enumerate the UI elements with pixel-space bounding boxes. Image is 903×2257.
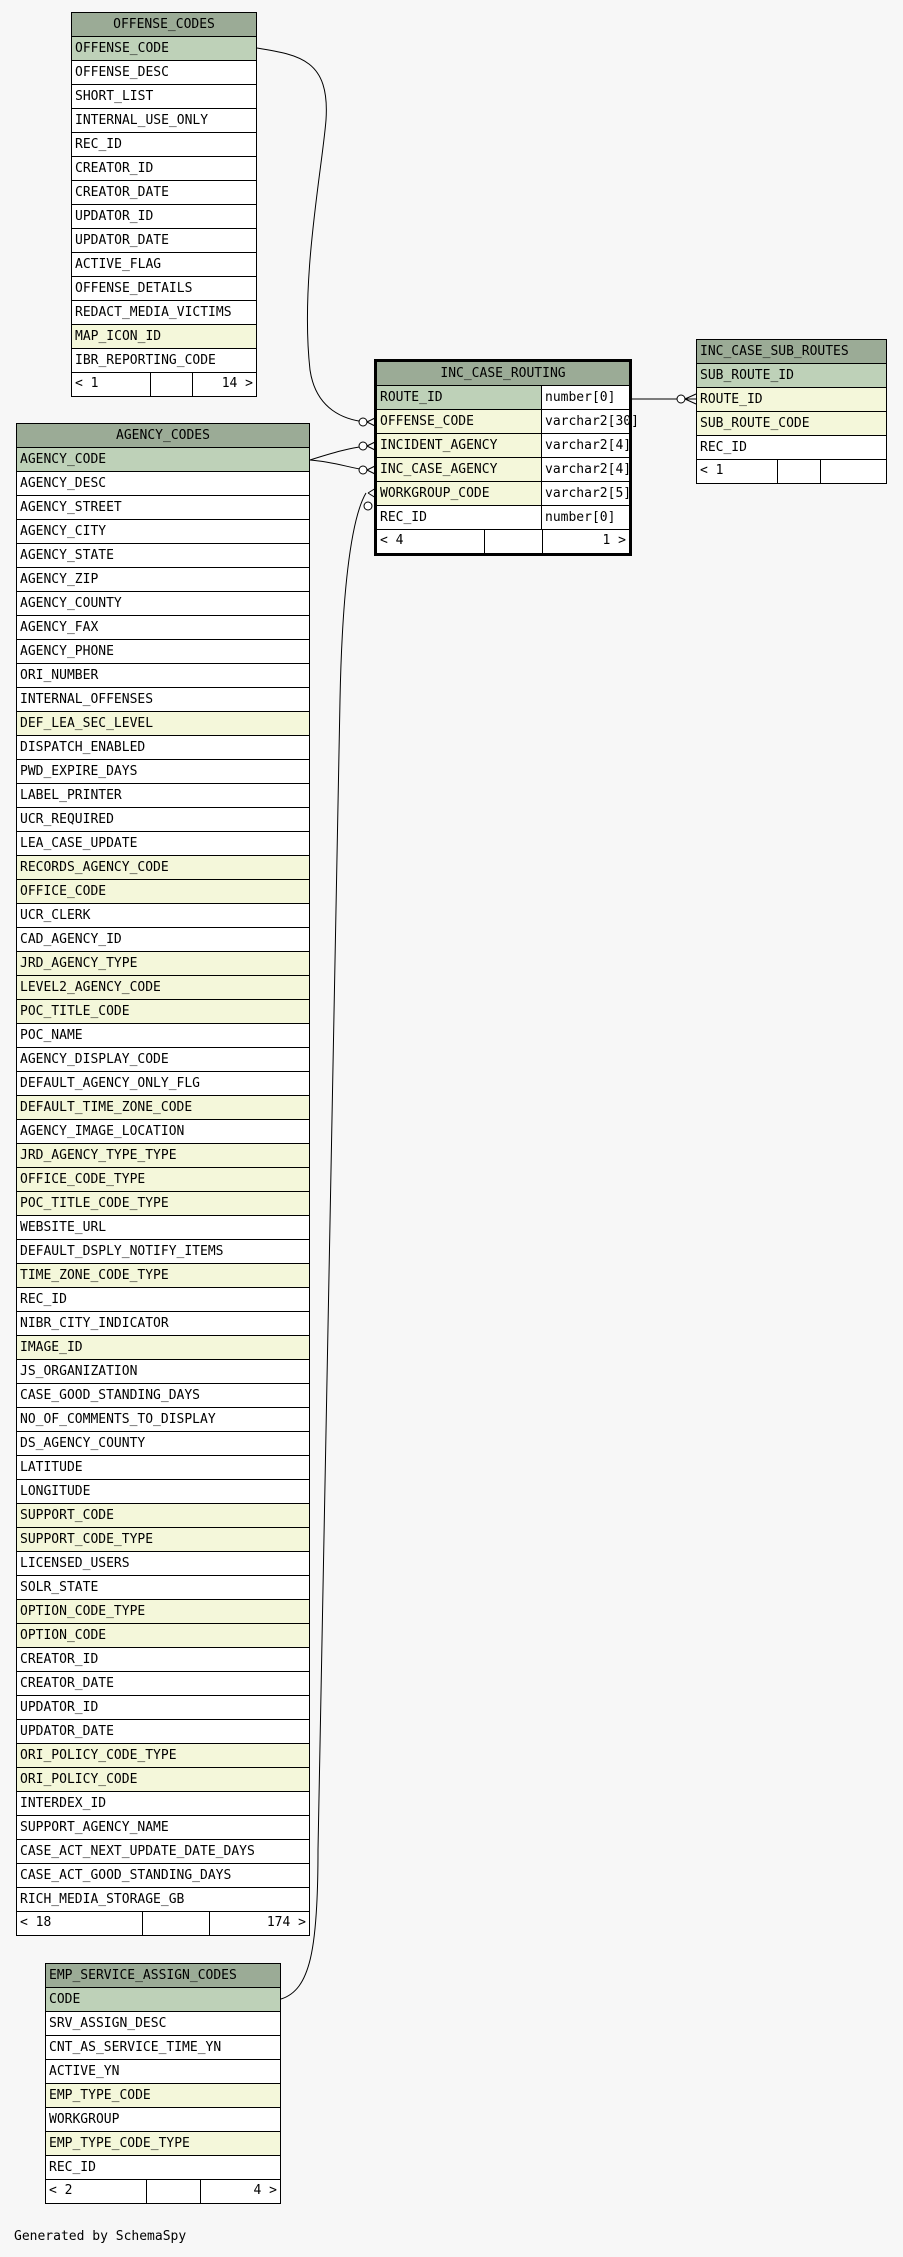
column-row-emp-type-code[interactable] bbox=[46, 2084, 280, 2108]
column-row-workgroup-code[interactable] bbox=[377, 482, 632, 506]
column-row-cnt-as-service-time-yn[interactable] bbox=[46, 2036, 280, 2060]
column-count[interactable] bbox=[143, 1912, 210, 1935]
column-name: DEFAULT_TIME_ZONE_CODE bbox=[20, 1100, 193, 1115]
column-row-agency-street[interactable] bbox=[17, 496, 309, 520]
column-row-image-id[interactable] bbox=[17, 1336, 309, 1360]
column-name: ACTIVE_YN bbox=[49, 2064, 120, 2079]
column-row-support-agency-name[interactable] bbox=[17, 1816, 309, 1840]
column-name: EMP_TYPE_CODE_TYPE bbox=[49, 2136, 190, 2151]
column-row-rec-id[interactable] bbox=[72, 133, 256, 157]
column-name: SOLR_STATE bbox=[20, 1580, 99, 1595]
table-title[interactable]: INC_CASE_SUB_ROUTES bbox=[697, 340, 886, 364]
column-name: POC_TITLE_CODE_TYPE bbox=[20, 1196, 169, 1211]
column-name: POC_NAME bbox=[20, 1028, 83, 1043]
column-row-agency-city[interactable] bbox=[17, 520, 309, 544]
column-count[interactable] bbox=[778, 460, 821, 483]
column-row-support-code-type[interactable] bbox=[17, 1528, 309, 1552]
parents-count[interactable]: < 1 bbox=[72, 373, 151, 396]
column-name: REC_ID bbox=[49, 2160, 96, 2175]
column-row-agency-county[interactable] bbox=[17, 592, 309, 616]
column-type: varchar2[30] bbox=[541, 410, 629, 433]
column-name: WEBSITE_URL bbox=[20, 1220, 107, 1235]
column-row-code[interactable] bbox=[46, 1988, 280, 2012]
table-title[interactable]: EMP_SERVICE_ASSIGN_CODES bbox=[46, 1964, 280, 1988]
column-name: INC_CASE_AGENCY bbox=[380, 462, 498, 477]
crow-foot-circle bbox=[359, 466, 367, 474]
column-name: ORI_POLICY_CODE_TYPE bbox=[20, 1748, 177, 1763]
column-row-records-agency-code[interactable] bbox=[17, 856, 309, 880]
column-name: SUPPORT_CODE_TYPE bbox=[20, 1532, 154, 1547]
column-name: SUB_ROUTE_CODE bbox=[700, 416, 810, 431]
column-name: AGENCY_STATE bbox=[20, 548, 114, 563]
column-type: number[0] bbox=[541, 386, 629, 409]
column-name: REC_ID bbox=[20, 1292, 67, 1307]
column-row-map-icon-id[interactable] bbox=[72, 325, 256, 349]
column-name: JS_ORGANIZATION bbox=[20, 1364, 138, 1379]
column-row-active-yn[interactable] bbox=[46, 2060, 280, 2084]
column-name: NIBR_CITY_INDICATOR bbox=[20, 1316, 169, 1331]
column-row-agency-desc[interactable] bbox=[17, 472, 309, 496]
column-name: REC_ID bbox=[700, 440, 747, 455]
column-name: REC_ID bbox=[380, 510, 427, 525]
column-name: PWD_EXPIRE_DAYS bbox=[20, 764, 138, 779]
column-row-case-good-standing-days[interactable] bbox=[17, 1384, 309, 1408]
column-name: INTERDEX_ID bbox=[20, 1796, 107, 1811]
column-row-redact-media-victims[interactable] bbox=[72, 301, 256, 325]
column-name: RICH_MEDIA_STORAGE_GB bbox=[20, 1892, 185, 1907]
column-name: INCIDENT_AGENCY bbox=[380, 438, 498, 453]
crow-foot-circle bbox=[359, 418, 367, 426]
column-name: UPDATOR_DATE bbox=[75, 233, 169, 248]
column-name: CASE_GOOD_STANDING_DAYS bbox=[20, 1388, 201, 1403]
column-row-active-flag[interactable] bbox=[72, 253, 256, 277]
table-offense-codes[interactable] bbox=[71, 12, 257, 397]
column-name: SUB_ROUTE_ID bbox=[700, 368, 794, 383]
column-name: AGENCY_STREET bbox=[20, 500, 122, 515]
column-name: OFFENSE_CODE bbox=[75, 41, 169, 56]
column-row-ucr-required[interactable] bbox=[17, 808, 309, 832]
column-name: INTERNAL_OFFENSES bbox=[20, 692, 154, 707]
column-name: AGENCY_DISPLAY_CODE bbox=[20, 1052, 169, 1067]
column-count[interactable] bbox=[151, 373, 193, 396]
column-name: ACTIVE_FLAG bbox=[75, 257, 162, 272]
column-name: DEF_LEA_SEC_LEVEL bbox=[20, 716, 154, 731]
table-title[interactable]: OFFENSE_CODES bbox=[72, 13, 256, 37]
column-count[interactable] bbox=[485, 530, 543, 553]
column-row-internal-offenses[interactable] bbox=[17, 688, 309, 712]
table-footer bbox=[46, 2180, 280, 2203]
table-footer bbox=[72, 373, 256, 396]
column-row-option-code[interactable] bbox=[17, 1624, 309, 1648]
column-row-office-code-type[interactable] bbox=[17, 1168, 309, 1192]
column-row-internal-use-only[interactable] bbox=[72, 109, 256, 133]
column-row-agency-code[interactable] bbox=[17, 448, 309, 472]
column-name: DEFAULT_AGENCY_ONLY_FLG bbox=[20, 1076, 201, 1091]
column-name: AGENCY_ZIP bbox=[20, 572, 99, 587]
column-row-ibr-reporting-code[interactable] bbox=[72, 349, 256, 373]
column-row-rec-id[interactable] bbox=[46, 2156, 280, 2180]
column-row-offense-desc[interactable] bbox=[72, 61, 256, 85]
column-name: CREATOR_DATE bbox=[20, 1676, 114, 1691]
column-name: SUPPORT_CODE bbox=[20, 1508, 114, 1523]
column-name: ROUTE_ID bbox=[380, 390, 443, 405]
column-name: CREATOR_ID bbox=[75, 161, 154, 176]
column-row-agency-image-location[interactable] bbox=[17, 1120, 309, 1144]
column-row-updator-date[interactable] bbox=[72, 229, 256, 253]
column-row-pwd-expire-days[interactable] bbox=[17, 760, 309, 784]
column-name: CASE_ACT_NEXT_UPDATE_DATE_DAYS bbox=[20, 1844, 255, 1859]
column-row-licensed-users[interactable] bbox=[17, 1552, 309, 1576]
column-row-default-time-zone-code[interactable] bbox=[17, 1096, 309, 1120]
column-name: LABEL_PRINTER bbox=[20, 788, 122, 803]
column-row-creator-id[interactable] bbox=[17, 1648, 309, 1672]
column-row-updator-date[interactable] bbox=[17, 1720, 309, 1744]
column-name: TIME_ZONE_CODE_TYPE bbox=[20, 1268, 169, 1283]
column-row-ori-policy-code-type[interactable] bbox=[17, 1744, 309, 1768]
column-name: REC_ID bbox=[75, 137, 122, 152]
column-type: number[0] bbox=[541, 506, 629, 529]
column-row-longitude[interactable] bbox=[17, 1480, 309, 1504]
table-footer bbox=[377, 530, 629, 553]
column-row-lea-case-update[interactable] bbox=[17, 832, 309, 856]
column-name: IMAGE_ID bbox=[20, 1340, 83, 1355]
column-name: UCR_REQUIRED bbox=[20, 812, 114, 827]
parents-count[interactable]: < 1 bbox=[697, 460, 778, 483]
table-title[interactable]: INC_CASE_ROUTING bbox=[377, 362, 629, 386]
column-name: AGENCY_PHONE bbox=[20, 644, 114, 659]
column-row-poc-name[interactable] bbox=[17, 1024, 309, 1048]
column-name: OFFENSE_DESC bbox=[75, 65, 169, 80]
column-row-no-of-comments-to-display[interactable] bbox=[17, 1408, 309, 1432]
column-name: ORI_NUMBER bbox=[20, 668, 99, 683]
column-row-cad-agency-id[interactable] bbox=[17, 928, 309, 952]
column-row-offense-code[interactable] bbox=[72, 37, 256, 61]
column-name: DS_AGENCY_COUNTY bbox=[20, 1436, 146, 1451]
column-name: AGENCY_DESC bbox=[20, 476, 107, 491]
column-name: NO_OF_COMMENTS_TO_DISPLAY bbox=[20, 1412, 216, 1427]
column-name: SRV_ASSIGN_DESC bbox=[49, 2016, 167, 2031]
column-name: UPDATOR_ID bbox=[20, 1700, 99, 1715]
column-row-srv-assign-desc[interactable] bbox=[46, 2012, 280, 2036]
column-row-inc-case-agency[interactable] bbox=[377, 458, 632, 482]
column-row-ori-policy-code[interactable] bbox=[17, 1768, 309, 1792]
column-row-default-dsply-notify-items[interactable] bbox=[17, 1240, 309, 1264]
children-count[interactable]: 4 > bbox=[253, 2183, 277, 2198]
column-row-office-code[interactable] bbox=[17, 880, 309, 904]
column-name: UPDATOR_ID bbox=[75, 209, 154, 224]
column-name: LEA_CASE_UPDATE bbox=[20, 836, 138, 851]
column-name: UCR_CLERK bbox=[20, 908, 91, 923]
column-name: CODE bbox=[49, 1992, 81, 2007]
column-row-rec-id[interactable] bbox=[377, 506, 629, 530]
column-row-creator-date[interactable] bbox=[17, 1672, 309, 1696]
column-row-updator-id[interactable] bbox=[72, 205, 256, 229]
column-row-poc-title-code[interactable] bbox=[17, 1000, 309, 1024]
table-agency-codes[interactable] bbox=[16, 423, 310, 1936]
column-row-default-agency-only-flg[interactable] bbox=[17, 1072, 309, 1096]
column-name: JRD_AGENCY_TYPE_TYPE bbox=[20, 1148, 177, 1163]
column-name: AGENCY_COUNTY bbox=[20, 596, 122, 611]
column-name: AGENCY_CITY bbox=[20, 524, 107, 539]
column-row-jrd-agency-type[interactable] bbox=[17, 952, 309, 976]
column-row-agency-display-code[interactable] bbox=[17, 1048, 309, 1072]
column-name: DEFAULT_DSPLY_NOTIFY_ITEMS bbox=[20, 1244, 224, 1259]
column-row-dispatch-enabled[interactable] bbox=[17, 736, 309, 760]
column-name: IBR_REPORTING_CODE bbox=[75, 353, 216, 368]
column-row-creator-id[interactable] bbox=[72, 157, 256, 181]
column-row-jrd-agency-type-type[interactable] bbox=[17, 1144, 309, 1168]
column-name: AGENCY_IMAGE_LOCATION bbox=[20, 1124, 185, 1139]
column-row-option-code-type[interactable] bbox=[17, 1600, 309, 1624]
column-name: CASE_ACT_GOOD_STANDING_DAYS bbox=[20, 1868, 232, 1883]
column-name: OFFENSE_CODE bbox=[380, 414, 474, 429]
column-row-emp-type-code-type[interactable] bbox=[46, 2132, 280, 2156]
children-count[interactable]: 14 > bbox=[221, 376, 253, 391]
column-name: LICENSED_USERS bbox=[20, 1556, 130, 1571]
column-name: JRD_AGENCY_TYPE bbox=[20, 956, 138, 971]
column-row-website-url[interactable] bbox=[17, 1216, 309, 1240]
column-row-time-zone-code-type[interactable] bbox=[17, 1264, 309, 1288]
column-row-incident-agency[interactable] bbox=[377, 434, 632, 458]
column-name: LATITUDE bbox=[20, 1460, 83, 1475]
column-name: LEVEL2_AGENCY_CODE bbox=[20, 980, 161, 995]
column-type: varchar2[4] bbox=[541, 458, 629, 481]
column-name: OFFICE_CODE_TYPE bbox=[20, 1172, 146, 1187]
table-footer bbox=[697, 460, 886, 483]
edge-offense-code bbox=[257, 48, 366, 422]
column-row-agency-zip[interactable] bbox=[17, 568, 309, 592]
column-name: POC_TITLE_CODE bbox=[20, 1004, 130, 1019]
crow-foot-circle bbox=[364, 502, 372, 510]
parents-count[interactable]: < 4 bbox=[377, 530, 485, 553]
column-name: RECORDS_AGENCY_CODE bbox=[20, 860, 169, 875]
column-name: OFFENSE_DETAILS bbox=[75, 281, 193, 296]
column-name: INTERNAL_USE_ONLY bbox=[75, 113, 209, 128]
children-count[interactable] bbox=[821, 460, 886, 483]
column-row-rec-id[interactable] bbox=[17, 1288, 309, 1312]
column-row-sub-route-code[interactable] bbox=[697, 412, 886, 436]
column-name: OPTION_CODE bbox=[20, 1628, 107, 1643]
column-name: AGENCY_FAX bbox=[20, 620, 99, 635]
table-emp-service-assign-codes[interactable] bbox=[45, 1963, 281, 2204]
edge-inc-case-agency bbox=[310, 460, 366, 470]
table-title[interactable]: AGENCY_CODES bbox=[17, 424, 309, 448]
column-name: OPTION_CODE_TYPE bbox=[20, 1604, 146, 1619]
table-inc-case-routing[interactable] bbox=[374, 359, 639, 556]
column-row-rich-media-storage-gb[interactable] bbox=[17, 1888, 309, 1912]
crow-foot-circle bbox=[677, 395, 685, 403]
column-name: REDACT_MEDIA_VICTIMS bbox=[75, 305, 232, 320]
column-row-js-organization[interactable] bbox=[17, 1360, 309, 1384]
children-count[interactable]: 1 > bbox=[602, 533, 626, 548]
column-row-rec-id[interactable] bbox=[697, 436, 886, 460]
column-name: DISPATCH_ENABLED bbox=[20, 740, 146, 755]
column-name: MAP_ICON_ID bbox=[75, 329, 162, 344]
column-name: WORKGROUP bbox=[49, 2112, 120, 2127]
column-row-short-list[interactable] bbox=[72, 85, 256, 109]
column-name: OFFICE_CODE bbox=[20, 884, 107, 899]
column-name: LONGITUDE bbox=[20, 1484, 91, 1499]
column-name: SUPPORT_AGENCY_NAME bbox=[20, 1820, 169, 1835]
column-row-offense-code[interactable] bbox=[377, 410, 639, 434]
column-name: UPDATOR_DATE bbox=[20, 1724, 114, 1739]
parents-count[interactable]: < 18 bbox=[17, 1912, 143, 1935]
column-row-creator-date[interactable] bbox=[72, 181, 256, 205]
children-count[interactable]: 174 > bbox=[266, 1915, 306, 1930]
column-row-workgroup[interactable] bbox=[46, 2108, 280, 2132]
column-name: CNT_AS_SERVICE_TIME_YN bbox=[49, 2040, 222, 2055]
column-name: ORI_POLICY_CODE bbox=[20, 1772, 138, 1787]
column-row-agency-fax[interactable] bbox=[17, 616, 309, 640]
column-row-def-lea-sec-level[interactable] bbox=[17, 712, 309, 736]
column-name: CREATOR_ID bbox=[20, 1652, 99, 1667]
column-name: EMP_TYPE_CODE bbox=[49, 2088, 151, 2103]
column-row-offense-details[interactable] bbox=[72, 277, 256, 301]
column-row-ori-number[interactable] bbox=[17, 664, 309, 688]
crow-foot-circle bbox=[359, 442, 367, 450]
column-name: CREATOR_DATE bbox=[75, 185, 169, 200]
column-row-latitude[interactable] bbox=[17, 1456, 309, 1480]
column-type: varchar2[4] bbox=[541, 434, 629, 457]
column-row-ucr-clerk[interactable] bbox=[17, 904, 309, 928]
column-name: AGENCY_CODE bbox=[20, 452, 107, 467]
parents-count[interactable]: < 2 bbox=[46, 2180, 147, 2203]
column-row-interdex-id[interactable] bbox=[17, 1792, 309, 1816]
column-name: WORKGROUP_CODE bbox=[380, 486, 490, 501]
table-footer bbox=[17, 1912, 309, 1935]
column-count[interactable] bbox=[147, 2180, 201, 2203]
column-row-sub-route-id[interactable] bbox=[697, 364, 886, 388]
column-row-case-act-good-standing-days[interactable] bbox=[17, 1864, 309, 1888]
column-name: CAD_AGENCY_ID bbox=[20, 932, 122, 947]
edge-incident-agency bbox=[310, 446, 366, 460]
column-row-route-id[interactable] bbox=[697, 388, 886, 412]
column-row-agency-state[interactable] bbox=[17, 544, 309, 568]
column-row-solr-state[interactable] bbox=[17, 1576, 309, 1600]
column-row-label-printer[interactable] bbox=[17, 784, 309, 808]
table-inc-case-sub-routes[interactable] bbox=[696, 339, 887, 484]
column-row-ds-agency-county[interactable] bbox=[17, 1432, 309, 1456]
column-row-level2-agency-code[interactable] bbox=[17, 976, 309, 1000]
column-row-support-code[interactable] bbox=[17, 1504, 309, 1528]
column-name: SHORT_LIST bbox=[75, 89, 154, 104]
column-type: varchar2[5] bbox=[541, 482, 629, 505]
column-row-updator-id[interactable] bbox=[17, 1696, 309, 1720]
column-row-route-id[interactable] bbox=[377, 386, 629, 410]
generated-by-text: Generated by SchemaSpy bbox=[14, 2229, 187, 2244]
column-row-case-act-next-update-date-days[interactable] bbox=[17, 1840, 309, 1864]
column-row-poc-title-code-type[interactable] bbox=[17, 1192, 309, 1216]
column-row-agency-phone[interactable] bbox=[17, 640, 309, 664]
column-row-nibr-city-indicator[interactable] bbox=[17, 1312, 309, 1336]
column-name: ROUTE_ID bbox=[700, 392, 763, 407]
